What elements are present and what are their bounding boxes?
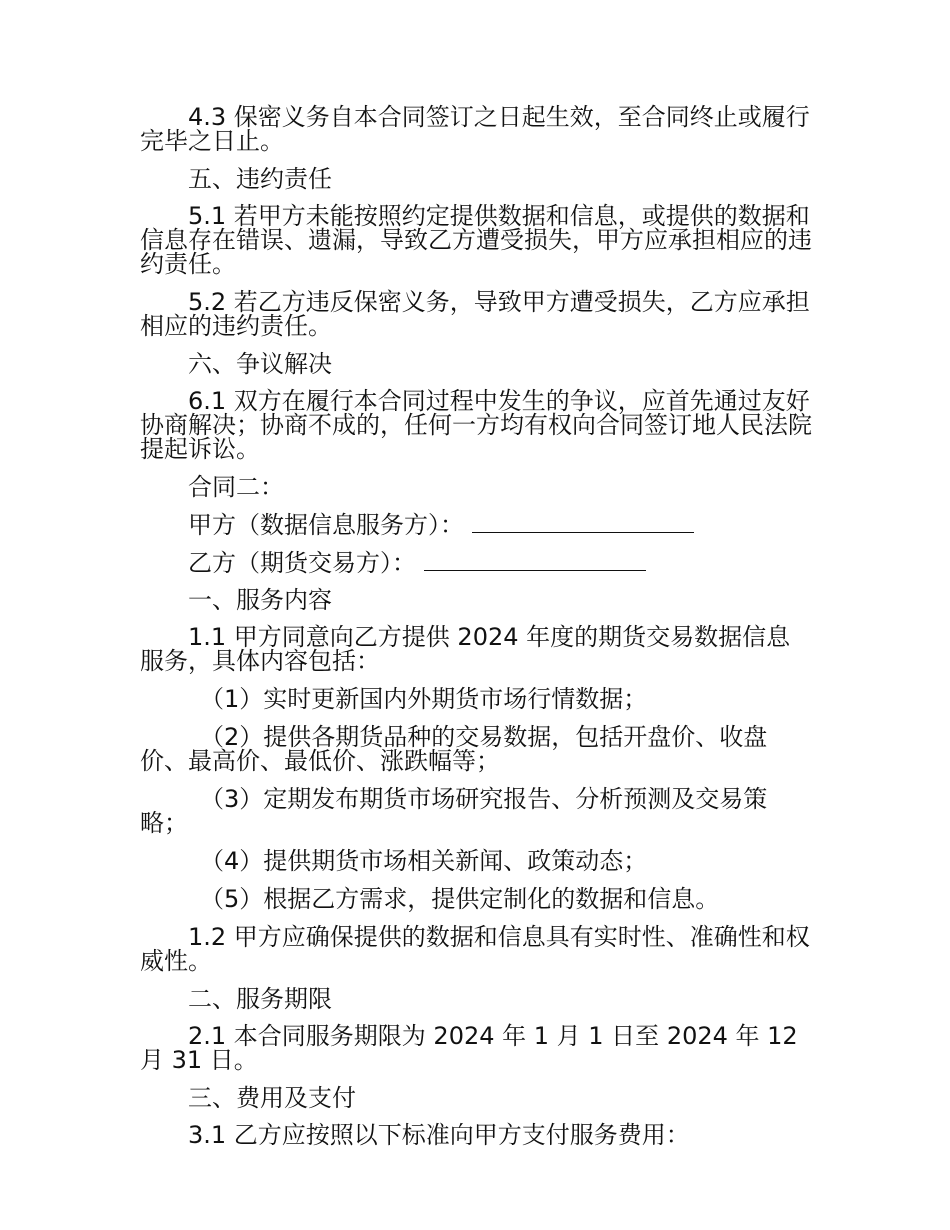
party-b-label: 乙方（期货交易方）： [188, 549, 416, 577]
clause-1-2: 1.2 甲方应确保提供的数据和信息具有实时性、准确性和权威性。 [140, 923, 810, 975]
clause-2-1: 2.1 本合同服务期限为 2024 年 1 月 1 日至 2024 年 12 月 31 日。 [140, 1022, 798, 1074]
section-heading-service-content: 一、服务内容 [188, 586, 332, 614]
clause-3-1: 3.1 乙方应按照以下标准向甲方支付服务费用： [188, 1121, 690, 1149]
section-heading-dispute: 六、争议解决 [188, 350, 332, 378]
party-a-line [140, 512, 812, 537]
list-item-2: （2）提供各期货品种的交易数据，包括开盘价、收盘价、最高价、最低价、涨跌幅等； [140, 723, 768, 775]
section-heading-breach: 五、违约责任 [188, 165, 332, 193]
document-body [140, 105, 812, 1161]
clause-1-1: 1.1 甲方同意向乙方提供 2024 年度的期货交易数据信息服务，具体内容包括： [140, 623, 791, 675]
clause-5-1: 5.1 若甲方未能按照约定提供数据和信息，或提供的数据和信息存在错误、遗漏，导致乙方遭受损失，甲方应承担相应的违约责任。 [140, 202, 812, 278]
section-heading-service-term: 二、服务期限 [188, 985, 332, 1013]
party-a-label: 甲方（数据信息服务方）： [188, 511, 464, 539]
list-item-3: （3）定期发布期货市场研究报告、分析预测及交易策略； [140, 785, 768, 837]
party-b-blank [424, 550, 646, 571]
section-heading-fees: 三、费用及支付 [188, 1084, 356, 1112]
contract-two-heading: 合同二： [188, 473, 284, 501]
list-item-4: （4）提供期货市场相关新闻、政策动态； [200, 847, 648, 875]
clause-5-2: 5.2 若乙方违反保密义务，导致甲方遭受损失，乙方应承担相应的违约责任。 [140, 288, 810, 340]
party-a-blank [472, 512, 694, 533]
clause-4-3: 4.3 保密义务自本合同签订之日起生效，至合同终止或履行完毕之日止。 [140, 103, 810, 155]
clause-6-1: 6.1 双方在履行本合同过程中发生的争议，应首先通过友好协商解决；协商不成的，任何一方均有权向合同签订地人民法院提起诉讼。 [140, 387, 812, 463]
party-b-line [140, 550, 812, 575]
list-item-1: （1）实时更新国内外期货市场行情数据； [200, 685, 648, 713]
list-item-5: （5）根据乙方需求，提供定制化的数据和信息。 [200, 885, 720, 913]
